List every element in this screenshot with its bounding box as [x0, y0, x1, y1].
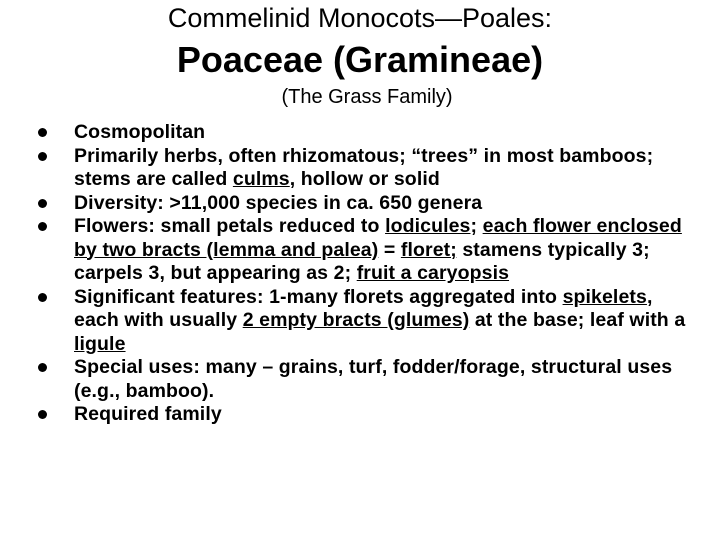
underlined-term: culms	[232, 168, 290, 190]
bullet-dot-icon	[38, 363, 47, 372]
bullet-text: ;	[470, 215, 483, 237]
bullet-text: , hollow or solid	[289, 168, 440, 190]
bullet-dot-icon	[38, 222, 47, 231]
bullet-item	[0, 215, 720, 286]
bullet-text: Significant features: 1-many florets aggregated into	[74, 285, 563, 308]
bullet-dot-icon	[38, 293, 47, 302]
bullet-text: Cosmopolitan	[74, 121, 206, 143]
bullet-dot-icon	[38, 410, 47, 419]
underlined-term: ligule	[74, 332, 126, 355]
underlined-term: each flower enclosed by two bracts (lemma and palea)	[74, 215, 682, 261]
bullet-text: Required family	[74, 403, 222, 425]
underlined-term: spikelets	[562, 285, 647, 308]
underlined-term: floret;	[400, 238, 457, 261]
bullet-text: at the base; leaf with a	[469, 309, 686, 331]
bullet-item	[0, 403, 720, 427]
bullet-item	[0, 121, 720, 145]
bullet-dot-icon	[38, 199, 47, 208]
underlined-term: 2 empty bracts (glumes)	[242, 309, 470, 331]
bullet-dot-icon	[38, 152, 47, 161]
underlined-term: fruit a caryopsis	[356, 262, 510, 284]
slide-title-line-1: Commelinid Monocots—Poales:	[167, 3, 553, 33]
bullet-text: Diversity: >11,000 species in ca. 650 genera	[74, 191, 483, 214]
bullet-text: , each with usually	[74, 285, 653, 331]
slide-subtitle-common-name: (The Grass Family)	[281, 86, 453, 108]
bullet-dot-icon	[38, 128, 47, 137]
bullet-item	[0, 356, 720, 403]
bullet-item	[0, 145, 720, 192]
bullet-text: Primarily herbs, often rhizomatous; “trees” in most bamboos; stems are called	[74, 144, 654, 190]
slide-title-family-name: Poaceae (Gramineae)	[176, 39, 544, 80]
underlined-term: lodicules	[385, 215, 471, 237]
bullet-text: stamens typically 3; carpels 3, but appearing as 2;	[74, 238, 650, 284]
bullet-list	[0, 121, 720, 427]
bullet-item	[0, 192, 720, 216]
bullet-item	[0, 286, 720, 357]
bullet-text: Special uses: many – grains, turf, fodder/forage, structural uses (e.g., bamboo).	[74, 356, 673, 402]
bullet-text: =	[378, 238, 401, 261]
bullet-text: Flowers: small petals reduced to	[74, 215, 386, 237]
